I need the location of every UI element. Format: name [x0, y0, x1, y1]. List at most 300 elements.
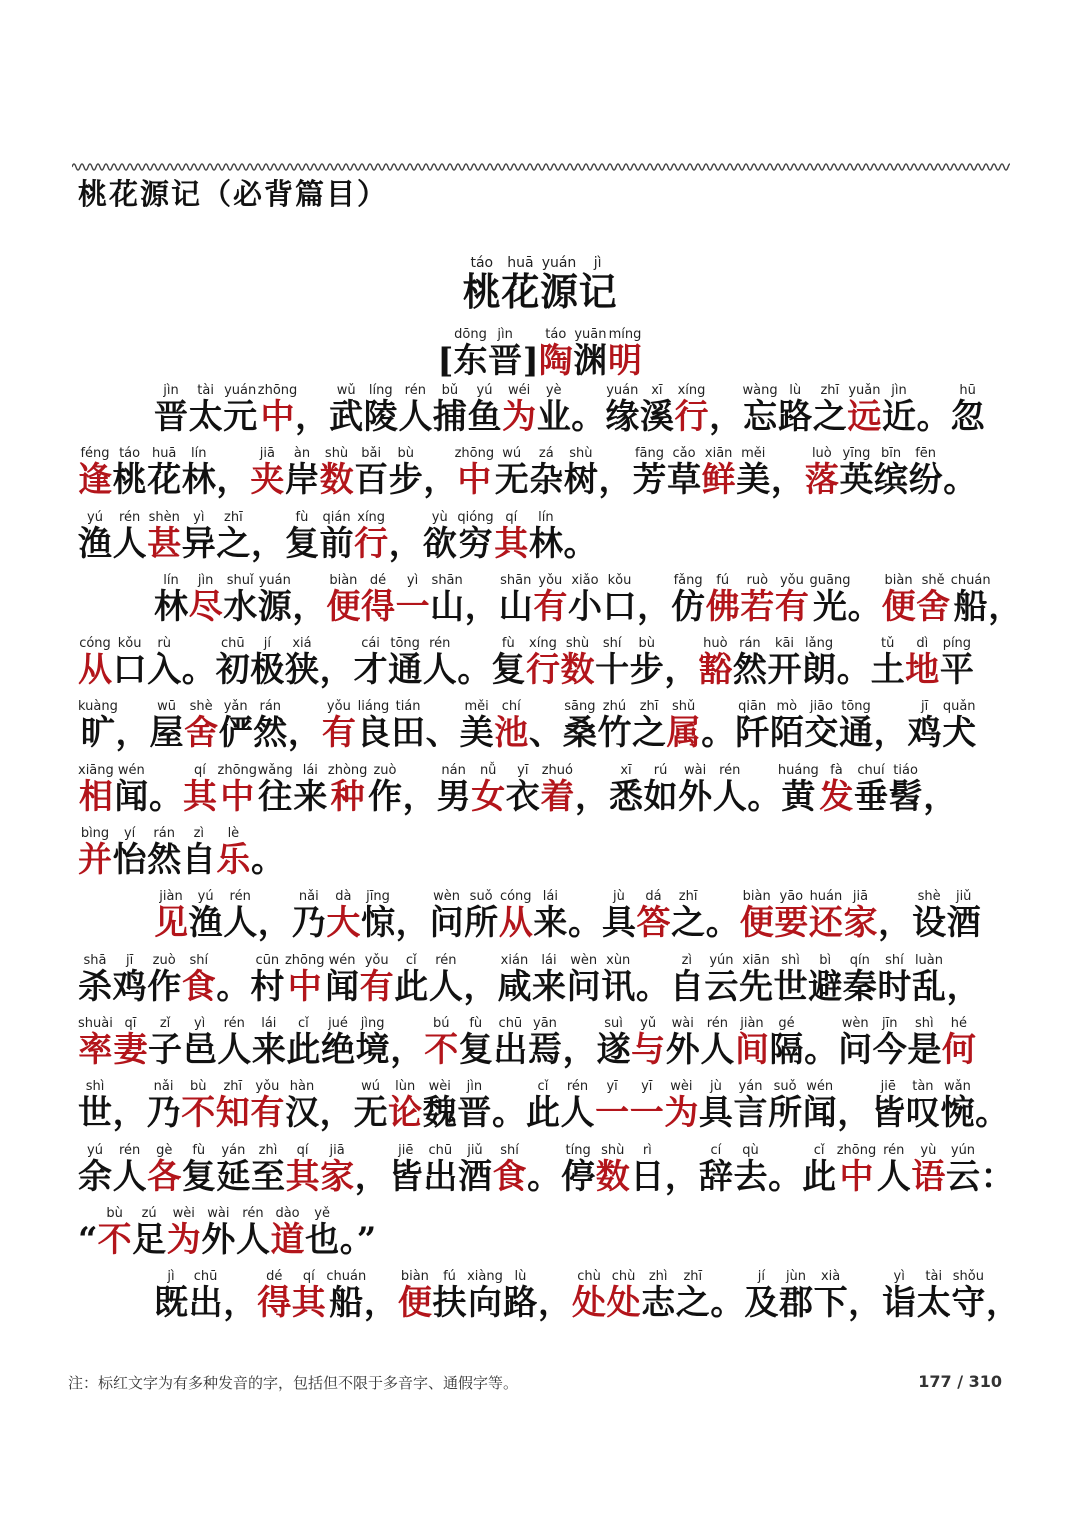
- character: 村cūn: [250, 952, 285, 1007]
- pinyin: dōng: [453, 327, 488, 342]
- pinyin: shè: [912, 889, 947, 905]
- pinyin: quǎn: [942, 699, 977, 715]
- pinyin: jiàn: [154, 889, 188, 905]
- text-line: [78, 572, 1023, 637]
- character: 朗lǎng: [802, 636, 837, 691]
- pinyin: yī: [595, 1079, 630, 1095]
- highlighted-character: 各gè: [147, 1142, 182, 1197]
- pinyin: tōng: [839, 699, 873, 715]
- pinyin: rén: [217, 1015, 252, 1031]
- pinyin: rén: [712, 762, 747, 778]
- character: 平píng: [939, 636, 974, 691]
- pinyin: chuán: [950, 572, 991, 588]
- character: 人rén: [560, 1079, 595, 1134]
- punctuation: ，: [257, 903, 292, 944]
- pinyin: ruò: [740, 572, 775, 588]
- highlighted-character: 还huán: [808, 889, 843, 944]
- pinyin: biàn: [326, 572, 361, 588]
- character: 乃nǎi: [146, 1079, 181, 1134]
- pinyin: qù: [733, 1142, 768, 1158]
- pinyin: shù: [595, 1142, 630, 1158]
- pinyin: yuǎn: [847, 383, 882, 398]
- character: 忘wàng: [742, 383, 778, 437]
- character: 世shì: [773, 952, 808, 1007]
- highlighted-character: 论lùn: [388, 1079, 423, 1134]
- punctuation: ，: [873, 713, 908, 754]
- pinyin: chū: [423, 1142, 458, 1158]
- pinyin: shèn: [147, 509, 182, 525]
- character: 人rén: [700, 1015, 735, 1070]
- highlighted-character: 发fà: [819, 762, 854, 817]
- pinyin: qián: [319, 509, 354, 525]
- pinyin: jìn: [154, 383, 188, 398]
- character: 皆jiē: [388, 1142, 423, 1197]
- character: 志zhì: [641, 1269, 676, 1324]
- pinyin: shí: [181, 952, 216, 968]
- pinyin: bù: [629, 636, 664, 652]
- pinyin: lái: [533, 889, 568, 905]
- highlighted-character: 有yǒu: [359, 952, 394, 1007]
- character: 诣yì: [882, 1269, 917, 1324]
- pinyin: wàng: [742, 383, 778, 398]
- highlighted-character: 有yǒu: [321, 699, 356, 754]
- character: 避bì: [808, 952, 843, 1007]
- character: 外wài: [665, 1015, 700, 1070]
- pinyin: yǔ: [631, 1015, 666, 1031]
- highlighted-character: 甚shèn: [147, 509, 182, 564]
- punctuation: ，: [770, 460, 805, 501]
- character: 岸àn: [284, 446, 319, 501]
- character: 所suǒ: [464, 889, 499, 944]
- pinyin: wú: [494, 446, 529, 462]
- character: 衣yī: [505, 762, 540, 817]
- character: 言yán: [733, 1079, 768, 1134]
- pinyin: zhī: [632, 699, 667, 715]
- punctuation: ，: [287, 713, 322, 754]
- pinyin: biàn: [739, 889, 774, 905]
- character: 辞cí: [698, 1142, 733, 1197]
- pinyin: yuán: [223, 383, 258, 398]
- pinyin: huán: [808, 889, 843, 905]
- pinyin: shè: [184, 699, 219, 715]
- pinyin: yú: [78, 509, 112, 525]
- character: 来lái: [533, 889, 568, 944]
- character: 复fù: [284, 509, 319, 564]
- pinyin: wén: [325, 952, 360, 968]
- character: 秦qín: [842, 952, 877, 1007]
- pinyin: qiān: [735, 699, 770, 715]
- character: 闻wén: [802, 1079, 837, 1134]
- pinyin: jì: [154, 1269, 188, 1285]
- section-header-title: 桃花源记（必背篇目）: [78, 177, 389, 211]
- character: 既jì: [154, 1269, 188, 1324]
- pinyin: zhī: [671, 889, 706, 905]
- pinyin: jiàn: [734, 1015, 769, 1031]
- punctuation: ，: [598, 460, 633, 501]
- pinyin: yǒu: [250, 1079, 285, 1095]
- character: 杀shā: [78, 952, 112, 1007]
- punctuation: ，: [664, 1156, 699, 1197]
- character: 扶fú: [432, 1269, 467, 1324]
- pinyin: kǒu: [112, 636, 147, 652]
- text-line: [78, 637, 1008, 700]
- character: 路lù: [778, 383, 813, 437]
- character: 花huā: [147, 446, 182, 501]
- pinyin: táo: [112, 446, 147, 462]
- pinyin: dé: [257, 1269, 292, 1285]
- character: 人rén: [217, 1015, 252, 1070]
- highlighted-character: 有yǒu: [250, 1079, 285, 1134]
- pinyin: wèn: [429, 889, 464, 905]
- punctuation: ，: [295, 397, 330, 437]
- pinyin: rán: [253, 699, 288, 715]
- pinyin: wén: [802, 1079, 837, 1095]
- character: 悉xī: [608, 762, 643, 817]
- pinyin: zuò: [368, 762, 402, 778]
- pinyin: guāng: [809, 572, 851, 588]
- character: 欲yù: [422, 509, 457, 564]
- character: 之zhī: [216, 509, 251, 564]
- pinyin: bīn: [874, 446, 909, 462]
- character: 渊yuān: [573, 327, 608, 381]
- character: 缤bīn: [874, 446, 909, 501]
- pinyin: mò: [769, 699, 804, 715]
- character: 十shí: [595, 636, 630, 691]
- pinyin: chū: [188, 1269, 223, 1285]
- character: 足zú: [132, 1205, 167, 1260]
- pinyin: cǐ: [525, 1079, 560, 1095]
- character: 来lái: [251, 1015, 286, 1070]
- pinyin: qí: [182, 762, 217, 778]
- character: 山shān: [430, 572, 465, 627]
- pinyin: jiāo: [804, 699, 839, 715]
- pinyin: xī: [608, 762, 643, 778]
- pinyin: qí: [285, 1142, 320, 1158]
- pinyin: zhōng: [836, 1142, 877, 1158]
- punctuation: 。: [527, 1156, 562, 1197]
- highlighted-character: 其qí: [494, 509, 529, 564]
- punctuation: 。: [710, 1283, 745, 1324]
- pinyin: shā: [78, 952, 112, 968]
- highlighted-character: 便biàn: [881, 572, 916, 627]
- pinyin: lù: [503, 1269, 538, 1285]
- pinyin: wǎng: [257, 762, 293, 778]
- pinyin: jì: [578, 255, 617, 271]
- pinyin: yǒu: [774, 572, 809, 588]
- character: 晋jìn: [488, 327, 523, 381]
- pinyin: wǎn: [940, 1079, 975, 1095]
- highlighted-character: 中zhōng: [284, 952, 325, 1007]
- pinyin: cǐ: [394, 952, 429, 968]
- highlighted-character: 尽jìn: [188, 572, 223, 627]
- pinyin: shǒu: [951, 1269, 986, 1285]
- pinyin: jiā: [250, 446, 285, 462]
- pinyin: luàn: [911, 952, 946, 968]
- punctuation: ，: [354, 1156, 389, 1197]
- highlighted-character: 落luò: [804, 446, 839, 501]
- character: 步bù: [629, 636, 664, 691]
- character: 此cǐ: [525, 1079, 560, 1134]
- character: 酒jiǔ: [946, 889, 981, 944]
- pinyin: jiā: [320, 1142, 355, 1158]
- pinyin: xíng: [525, 636, 560, 652]
- pinyin: jìn: [188, 572, 223, 588]
- highlighted-character: 陶táo: [538, 327, 573, 381]
- punctuation: 。: [747, 776, 782, 817]
- character: 皆jiē: [871, 1079, 906, 1134]
- character: 闻wén: [114, 762, 149, 817]
- pinyin: yú: [188, 889, 223, 905]
- pinyin: zì: [181, 826, 216, 842]
- pinyin: fú: [705, 572, 740, 588]
- text-line: [78, 1142, 1015, 1207]
- highlighted-character: 数shù: [595, 1142, 630, 1197]
- pinyin: chuí: [854, 762, 888, 778]
- pinyin: zhòng: [327, 762, 368, 778]
- pinyin: qī: [113, 1015, 148, 1031]
- highlighted-character: 明míng: [607, 327, 642, 381]
- pinyin: lùn: [388, 1079, 423, 1095]
- pinyin: yán: [733, 1079, 768, 1095]
- pinyin: xíng: [354, 509, 389, 525]
- highlighted-character: 乐lè: [216, 826, 251, 881]
- highlighted-character: 妻qī: [113, 1015, 148, 1070]
- character: 元yuán: [223, 383, 258, 437]
- pinyin: lù: [778, 383, 813, 398]
- pinyin: jìn: [488, 327, 523, 342]
- character: 然rán: [253, 699, 288, 754]
- character: 也yě: [305, 1205, 340, 1260]
- highlighted-character: 食shí: [492, 1142, 527, 1197]
- punctuation: ，: [250, 523, 285, 564]
- character: 陌mò: [769, 699, 804, 754]
- character: 船chuán: [326, 1269, 367, 1324]
- character: 自zì: [181, 826, 216, 881]
- pinyin: rì: [630, 1142, 665, 1158]
- character: 渔yú: [188, 889, 223, 944]
- highlighted-character: 中zhōng: [454, 446, 495, 501]
- pinyin: yún: [945, 1142, 980, 1158]
- highlighted-character: 家jiā: [320, 1142, 355, 1197]
- pinyin: jué: [321, 1015, 355, 1031]
- character: 鸡jī: [112, 952, 147, 1007]
- character: 通tōng: [388, 636, 423, 691]
- pinyin: yún: [704, 952, 739, 968]
- pinyin: fù: [458, 1015, 493, 1031]
- text-line: [78, 1207, 1008, 1270]
- highlighted-character: 便biàn: [326, 572, 361, 627]
- pinyin: bù: [97, 1205, 132, 1221]
- pinyin: zhōng: [257, 383, 298, 398]
- character: 来lái: [293, 762, 328, 817]
- character: 人rén: [223, 889, 258, 944]
- pinyin: tài: [188, 383, 223, 398]
- character: 鱼yú: [467, 383, 502, 437]
- character: 惊jīng: [360, 889, 395, 944]
- character: 所suǒ: [768, 1079, 803, 1134]
- pinyin: nǎi: [291, 889, 326, 905]
- character: 武wǔ: [329, 383, 364, 437]
- pinyin: yān: [527, 1015, 562, 1031]
- pinyin: yí: [112, 826, 147, 842]
- poem-body: [78, 383, 1023, 1333]
- character: 此cǐ: [802, 1142, 837, 1197]
- character: 英yīng: [839, 446, 874, 501]
- pinyin: yě: [305, 1205, 340, 1221]
- character: 树shù: [563, 446, 598, 501]
- pinyin: bǔ: [432, 383, 467, 398]
- pinyin: míng: [607, 327, 642, 342]
- pinyin: xián: [497, 952, 532, 968]
- character: 之zhī: [675, 1269, 710, 1324]
- pinyin: shì: [78, 1079, 112, 1095]
- character: 外wài: [201, 1205, 236, 1260]
- highlighted-character: 夹jiā: [250, 446, 285, 501]
- highlighted-character: 大dà: [326, 889, 361, 944]
- punctuation: 。: [567, 903, 602, 944]
- pinyin: cūn: [250, 952, 285, 968]
- punctuation: 。: [457, 650, 492, 691]
- character: 及jí: [744, 1269, 779, 1324]
- pinyin: dá: [636, 889, 671, 905]
- highlighted-character: 从cóng: [498, 889, 533, 944]
- character: 绝jué: [321, 1015, 355, 1070]
- pinyin: huā: [147, 446, 182, 462]
- pinyin: xiàng: [467, 1269, 503, 1285]
- highlighted-character: 率shuài: [78, 1015, 113, 1070]
- character: 林lín: [181, 446, 216, 501]
- pinyin: luò: [804, 446, 839, 462]
- punctuation: ，: [216, 460, 251, 501]
- punctuation: ，: [848, 1283, 883, 1324]
- character: 髫tiáo: [888, 762, 923, 817]
- pinyin: jìn: [457, 1079, 492, 1095]
- pinyin: fēn: [908, 446, 943, 462]
- character: 芳fāng: [632, 446, 667, 501]
- pinyin: yǒu: [321, 699, 356, 715]
- pinyin: nǚ: [471, 762, 506, 778]
- pinyin: gé: [769, 1015, 804, 1031]
- pinyin: jīn: [872, 1015, 907, 1031]
- highlighted-character: 行xíng: [525, 636, 560, 691]
- character: 来lái: [532, 952, 567, 1007]
- punctuation: “: [78, 1219, 98, 1260]
- punctuation: ，: [637, 586, 672, 627]
- punctuation: ，: [390, 1029, 425, 1070]
- character: 世shì: [78, 1079, 112, 1134]
- character: 魏wèi: [422, 1079, 457, 1134]
- highlighted-character: 数shù: [319, 446, 354, 501]
- character: 遂suì: [596, 1015, 631, 1070]
- punctuation: 、: [528, 713, 563, 754]
- pinyin: zhī: [215, 1079, 250, 1095]
- pinyin: yì: [882, 1269, 917, 1285]
- text-line: [78, 511, 1008, 574]
- pinyin: suǒ: [768, 1079, 803, 1095]
- pinyin: kǒu: [602, 572, 637, 588]
- highlighted-character: 相xiāng: [78, 762, 114, 817]
- character: 自zì: [669, 952, 704, 1007]
- pinyin: zú: [132, 1205, 167, 1221]
- character: 杂zá: [529, 446, 564, 501]
- highlighted-character: 要yāo: [774, 889, 809, 944]
- pinyin: féng: [78, 446, 112, 462]
- pinyin: shù: [560, 636, 595, 652]
- punctuation: ，: [562, 1029, 597, 1070]
- pinyin: shí: [595, 636, 630, 652]
- pinyin: rén: [876, 1142, 911, 1158]
- character: 光guāng: [809, 572, 851, 627]
- character: 然rán: [147, 826, 182, 881]
- highlighted-character: 为wèi: [664, 1079, 699, 1134]
- character: 向xiàng: [467, 1269, 503, 1324]
- text-line: [78, 1017, 1008, 1080]
- character: 咸xián: [497, 952, 532, 1007]
- highlighted-character: 得dé: [360, 572, 395, 627]
- pinyin: yuān: [573, 327, 608, 342]
- pinyin: chù: [572, 1269, 606, 1285]
- pinyin: cǐ: [286, 1015, 321, 1031]
- pinyin: shí: [877, 952, 912, 968]
- pinyin: táo: [462, 255, 501, 271]
- pinyin: yīng: [839, 446, 874, 462]
- pinyin: zhī: [216, 509, 251, 525]
- character: 隔gé: [769, 1015, 804, 1070]
- character: 如rú: [643, 762, 678, 817]
- pinyin: táo: [538, 327, 573, 342]
- punctuation: ，: [292, 586, 327, 627]
- pinyin: měi: [459, 699, 494, 715]
- text-line: [78, 827, 1008, 890]
- character: 仿fǎng: [671, 572, 706, 627]
- character: 垂chuí: [854, 762, 888, 817]
- highlighted-character: 着zhuó: [540, 762, 575, 817]
- punctuation: ，: [923, 776, 958, 817]
- punctuation: 、: [425, 713, 460, 754]
- character: 往wǎng: [257, 762, 293, 817]
- pinyin: tiáo: [888, 762, 923, 778]
- pinyin: jìn: [881, 383, 916, 398]
- character: 开kāi: [767, 636, 802, 691]
- character: 之zhī: [632, 699, 667, 754]
- pinyin: nán: [436, 762, 471, 778]
- punctuation: ，: [363, 1283, 398, 1324]
- punctuation: ，: [464, 586, 499, 627]
- character: 口kǒu: [602, 572, 637, 627]
- pinyin: sāng: [562, 699, 597, 715]
- character: 交jiāo: [804, 699, 839, 754]
- highlighted-character: 并bìng: [78, 826, 112, 881]
- character: 问wèn: [566, 952, 601, 1007]
- character: 人rén: [428, 952, 463, 1007]
- pinyin: xùn: [601, 952, 636, 968]
- pinyin: hū: [950, 383, 985, 398]
- character: 守shǒu: [951, 1269, 986, 1324]
- highlighted-character: 得dé: [257, 1269, 292, 1324]
- pinyin: hé: [941, 1015, 976, 1031]
- pinyin: bú: [424, 1015, 459, 1031]
- character: 林lín: [528, 509, 563, 564]
- highlighted-character: 道dào: [270, 1205, 305, 1260]
- pinyin: wū: [149, 699, 184, 715]
- character: 人rén: [112, 1142, 147, 1197]
- pinyin: wén: [114, 762, 149, 778]
- character: 通tōng: [839, 699, 873, 754]
- highlighted-character: 有yǒu: [533, 572, 568, 627]
- pinyin: lè: [216, 826, 251, 842]
- pinyin: qín: [842, 952, 877, 968]
- pinyin: yán: [216, 1142, 251, 1158]
